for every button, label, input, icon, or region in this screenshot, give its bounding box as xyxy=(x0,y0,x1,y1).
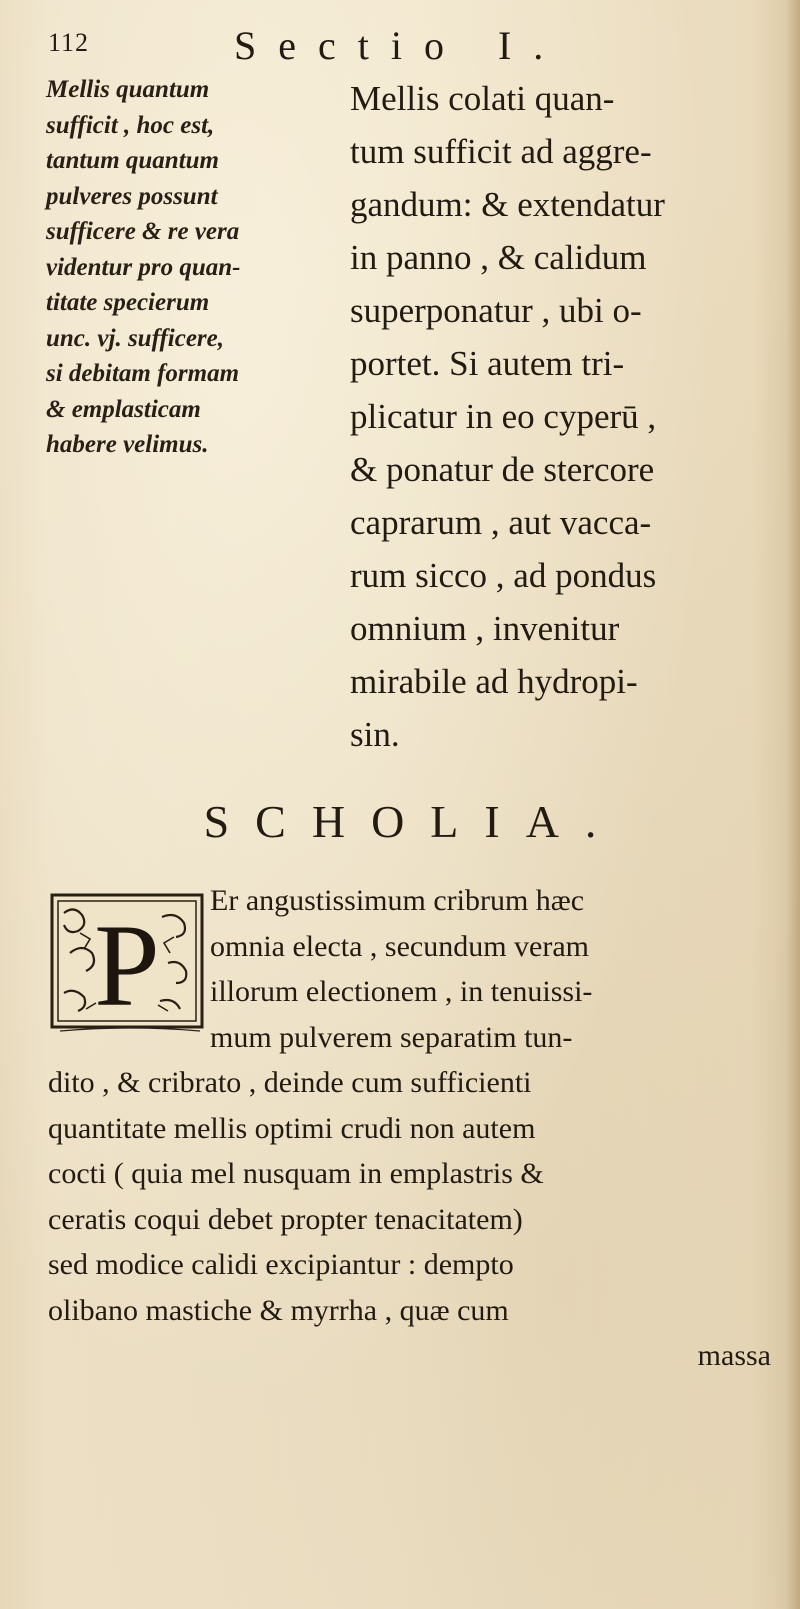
scholia-line: Er angustissimum cribrum hæc xyxy=(210,884,585,917)
scholia-line: quantitate mellis optimi crudi non autem xyxy=(48,1111,536,1145)
scholia-line: dito , & cribrato , deinde cum sufficienti xyxy=(48,1066,532,1099)
scholia-heading: SCHOLIA. xyxy=(203,796,623,847)
scholia-line: ceratis coqui debet propter tenacitatem) xyxy=(48,1202,523,1236)
scholia-line: olibano mastiche & myrrha , quæ cum xyxy=(48,1293,509,1327)
scholia-body xyxy=(48,878,783,1379)
marginal-note: Mellis quantum sufficit , hoc est, tantum quantum pulveres possunt sufficere & re vera videntur pro quan- titate specierum unc. vj. sufficere, si debitam formam & emplasticam habere velimus. xyxy=(46,76,241,458)
page-number: 112 xyxy=(48,28,90,57)
scholia-line: mum pulverem separatim tun- xyxy=(210,1020,573,1054)
scholia-line: cocti ( quia mel nusquam in emplastris & xyxy=(48,1157,544,1190)
catchword: massa xyxy=(697,1339,771,1372)
running-head xyxy=(48,22,748,70)
section-title: Sectio I. xyxy=(234,23,566,68)
scholia-line: sed modice calidi excipiantur : dempto xyxy=(48,1248,514,1281)
svg-text:P: P xyxy=(94,900,160,1031)
main-text: Mellis colati quan- tum sufficit ad aggre- gandum: & extendatur in panno , & calidum superponatur , ubi o- portet. Si autem tri- plicatur in eo cyperū , & ponatur de stercore caprarum , aut vacca- rum sicco , ad pondus omnium , invenitur mirabile ad hydropi- sin. xyxy=(350,79,665,754)
scholia-line: illorum electionem , in tenuissi- xyxy=(210,975,593,1008)
scholia-line: omnia electa , secundum veram xyxy=(210,929,590,963)
